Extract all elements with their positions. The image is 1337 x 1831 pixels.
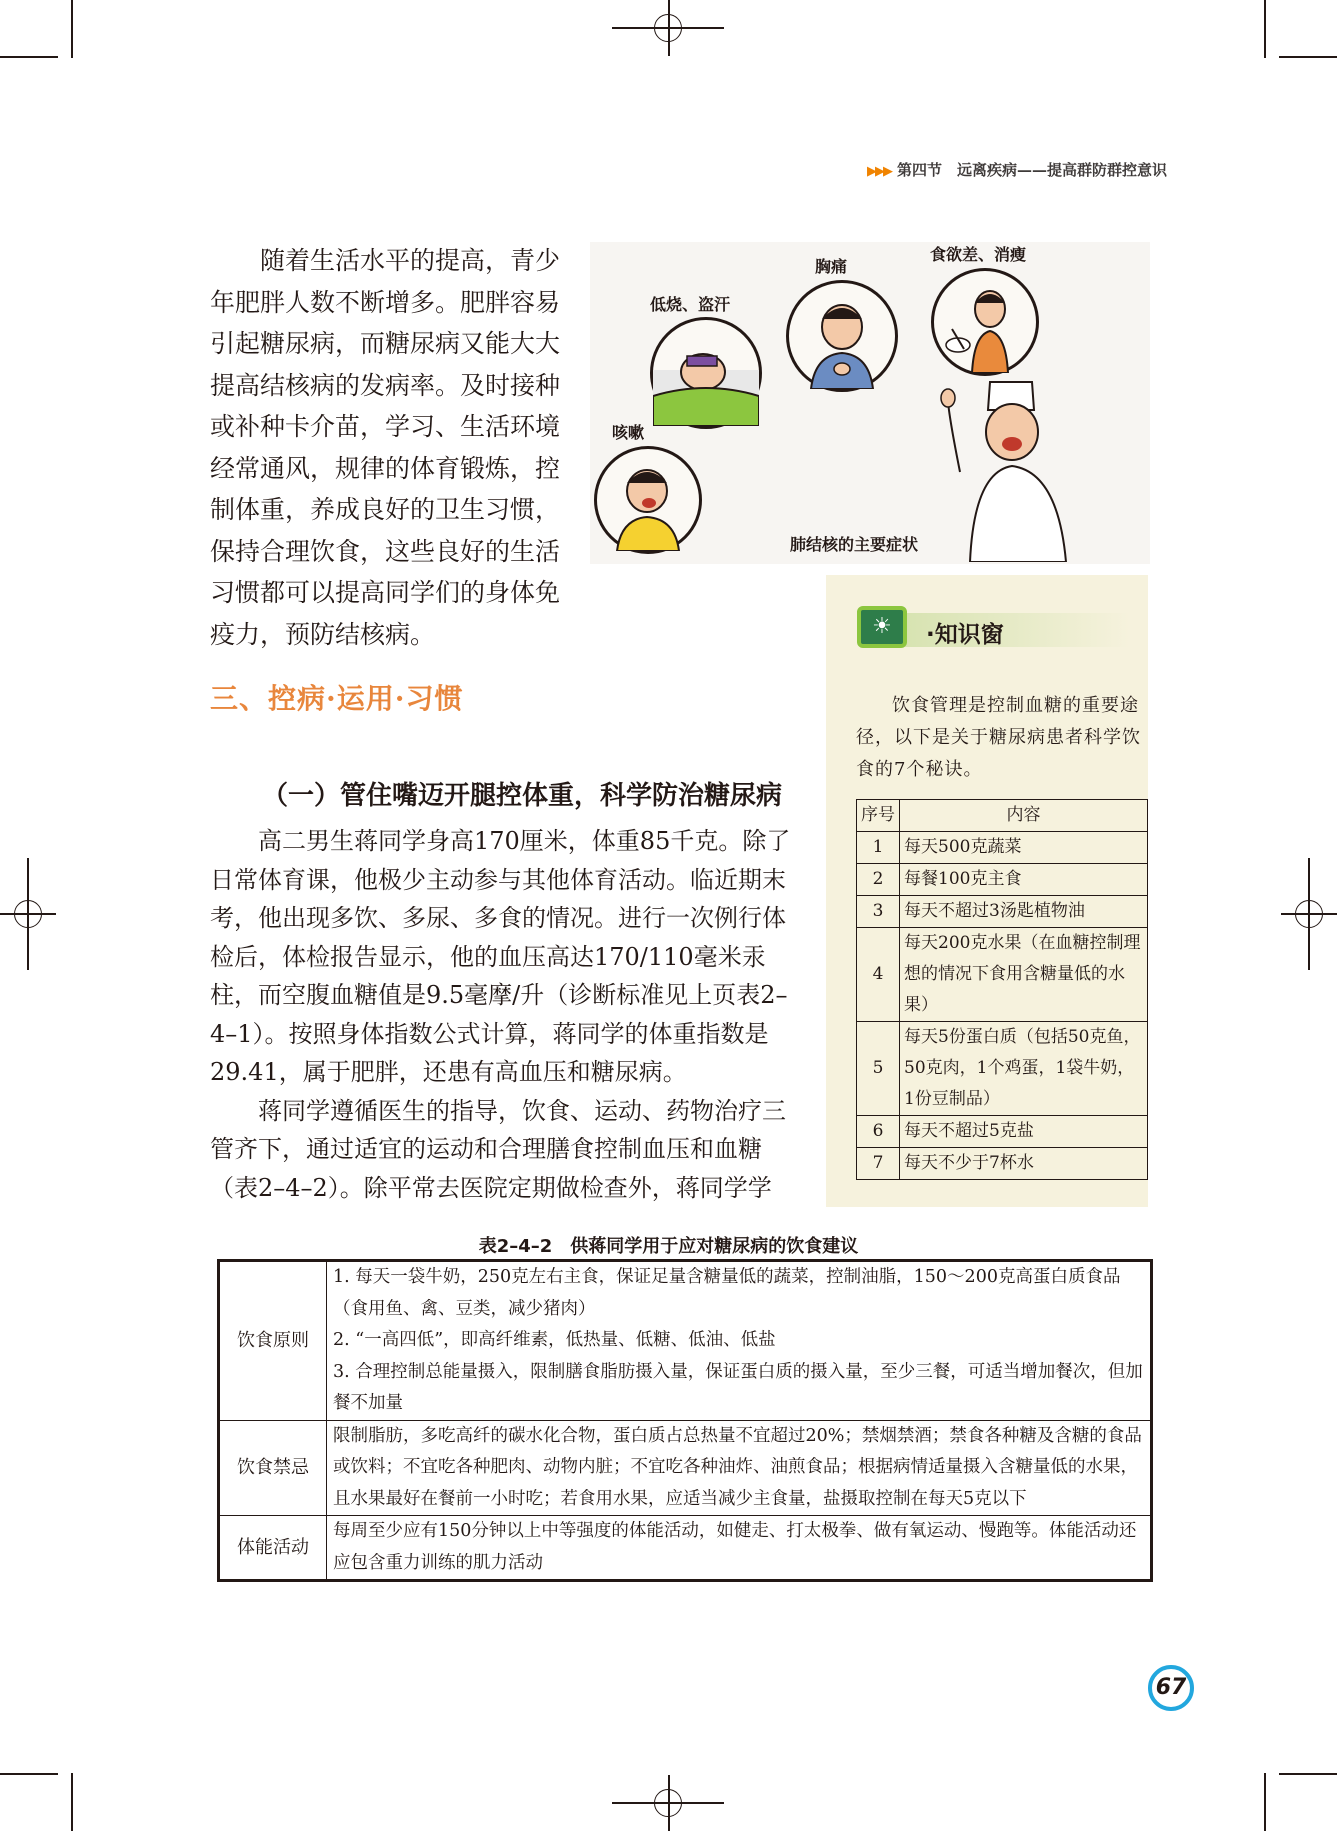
- table-caption: 表2–4–2 供蒋同学用于应对糖尿病的饮食建议: [478, 1236, 859, 1257]
- table-row: [857, 864, 1148, 896]
- row-number: 1: [857, 832, 900, 864]
- body-paragraph: 高二男生蒋同学身高170厘米，体重85千克。除了日常体育课，他极少主动参与其他体育活动。临近期末考，他出现多饮、多尿、多食的情况。进行一次例行体检后，体检报告显示，他的血压高达170/110毫米汞柱，而空腹血糖值是9.5毫摩/升（诊断标准见上页表2–4–1）。按照身体指数公式计算，蒋同学的体重指数是29.41，属于肥胖，还患有高血压和糖尿病。: [210, 827, 791, 1086]
- row-content: 每天不超过3汤匙植物油: [900, 896, 1148, 928]
- sub-heading: （一）管住嘴迈开腿控体重，科学防治糖尿病: [262, 781, 783, 811]
- row-number: 7: [857, 1148, 900, 1180]
- content-line: 1. 每天一袋牛奶，250克左右主食，保证足量含糖量低的蔬菜，控制油脂，150～200克高蛋白质食品（食用鱼、禽、豆类，减少猪肉）: [333, 1267, 1121, 1319]
- fever-bubble: [650, 317, 762, 429]
- content-line: 每周至少应有150分钟以上中等强度的体能活动，如健走、打太极拳、做有氧运动、慢跑等。体能活动还应包含重力训练的肌力活动: [333, 1521, 1137, 1573]
- diet-tips-table: [856, 799, 1148, 1180]
- row-number: 2: [857, 864, 900, 896]
- table-row: [219, 1420, 1152, 1516]
- coughing-figure-icon: [597, 449, 699, 551]
- content-line: 2. “一高四低”，即高纤维素，低热量、低糖、低油、低盐: [333, 1330, 776, 1350]
- table-row: [857, 832, 1148, 864]
- label-chest-pain: 胸痛: [815, 257, 848, 276]
- page-number: 67: [1148, 1665, 1194, 1711]
- table-row: [857, 1148, 1148, 1180]
- row-content: [327, 1261, 1152, 1421]
- section-heading: 三、控病·运用·习惯: [210, 682, 464, 715]
- row-header: 体能活动: [219, 1516, 327, 1581]
- arrow-icon: ▶▶▶: [866, 164, 891, 179]
- knowledge-window: [826, 575, 1148, 1207]
- chest-pain-bubble: [786, 280, 898, 392]
- diet-advice-table: [217, 1259, 1153, 1582]
- chest-pain-figure-icon: [789, 283, 895, 389]
- row-number: 6: [857, 1116, 900, 1148]
- appetite-bubble: [931, 268, 1039, 376]
- table-row: [857, 1022, 1148, 1116]
- row-content: [327, 1516, 1152, 1581]
- content-line: 限制脂肪，多吃高纤的碳水化合物，蛋白质占总热量不宜超过20%；禁烟禁酒；禁食各种糖及含糖的食品或饮料；不宜吃各种肥肉、动物内脏；不宜吃各种油炸、油煎食品；根据病情适量摄入含糖量低的水果，且水果最好在餐前一小时吃；若食用水果，应适当减少主食量，盐摄取控制在每天5克以下: [333, 1425, 1142, 1509]
- content-line: 3. 合理控制总能量摄入，限制膳食脂肪摄入量，保证蛋白质的摄入量，至少三餐，可适当增加餐次，但加餐不加量: [333, 1361, 1143, 1413]
- label-cough: 咳嗽: [612, 423, 645, 442]
- row-header: 饮食禁忌: [219, 1420, 327, 1516]
- header-number: 序号: [857, 800, 900, 832]
- row-header: 饮食原则: [219, 1261, 327, 1421]
- doctor-icon: [920, 362, 1080, 562]
- row-content: 每天不超过5克盐: [900, 1116, 1148, 1148]
- row-number: 3: [857, 896, 900, 928]
- running-header: ▶▶▶ 第四节 远离疾病——提高群防群控意识: [866, 161, 1167, 179]
- label-appetite: 食欲差、消瘦: [930, 245, 1027, 264]
- table-row: [857, 896, 1148, 928]
- body-paragraph: 蒋同学遵循医生的指导，饮食、运动、药物治疗三管齐下，通过适宜的运动和合理膳食控制血压和血糖（表2–4–2）。除平常去医院定期做检查外，蒋同学学: [210, 1096, 786, 1202]
- row-content: 每天200克水果（在血糖控制理想的情况下食用含糖量低的水果）: [900, 928, 1148, 1022]
- row-number: 5: [857, 1022, 900, 1116]
- row-number: 4: [857, 928, 900, 1022]
- row-content: 每天500克蔬菜: [900, 832, 1148, 864]
- table-row: [857, 928, 1148, 1022]
- table-row: [219, 1261, 1152, 1421]
- table-header-row: [857, 800, 1148, 832]
- sick-in-bed-icon: [653, 320, 759, 426]
- table-row: [219, 1516, 1152, 1581]
- tb-symptoms-illustration: [590, 242, 1150, 564]
- knowledge-window-title: ·知识窗: [926, 622, 1004, 648]
- row-content: [327, 1420, 1152, 1516]
- knowledge-window-intro: 饮食管理是控制血糖的重要途径，以下是关于糖尿病患者科学饮食的7个秘诀。: [856, 695, 1141, 780]
- cough-bubble: [594, 446, 702, 554]
- row-content: 每天5份蛋白质（包括50克鱼，50克肉，1个鸡蛋，1袋牛奶，1份豆制品）: [900, 1022, 1148, 1116]
- row-content: 每餐100克主食: [900, 864, 1148, 896]
- intro-paragraph: 随着生活水平的提高，青少年肥胖人数不断增多。肥胖容易引起糖尿病，而糖尿病又能大大提高结核病的发病率。及时接种或补种卡介苗，学习、生活环境经常通风，规律的体育锻炼，控制体重，养成良好的卫生习惯，保持合理饮食，这些良好的生活习惯都可以提高同学们的身体免疫力，预防结核病。: [210, 246, 561, 649]
- row-content: 每天不少于7杯水: [900, 1148, 1148, 1180]
- body-text: [210, 822, 792, 1207]
- table-row: [857, 1116, 1148, 1148]
- label-fever: 低烧、盗汗: [650, 295, 731, 314]
- illustration-caption: 肺结核的主要症状: [790, 535, 919, 554]
- thin-figure-icon: [934, 271, 1036, 373]
- lightbulb-blackboard-icon: ☀: [857, 606, 907, 648]
- header-content: 内容: [900, 800, 1148, 832]
